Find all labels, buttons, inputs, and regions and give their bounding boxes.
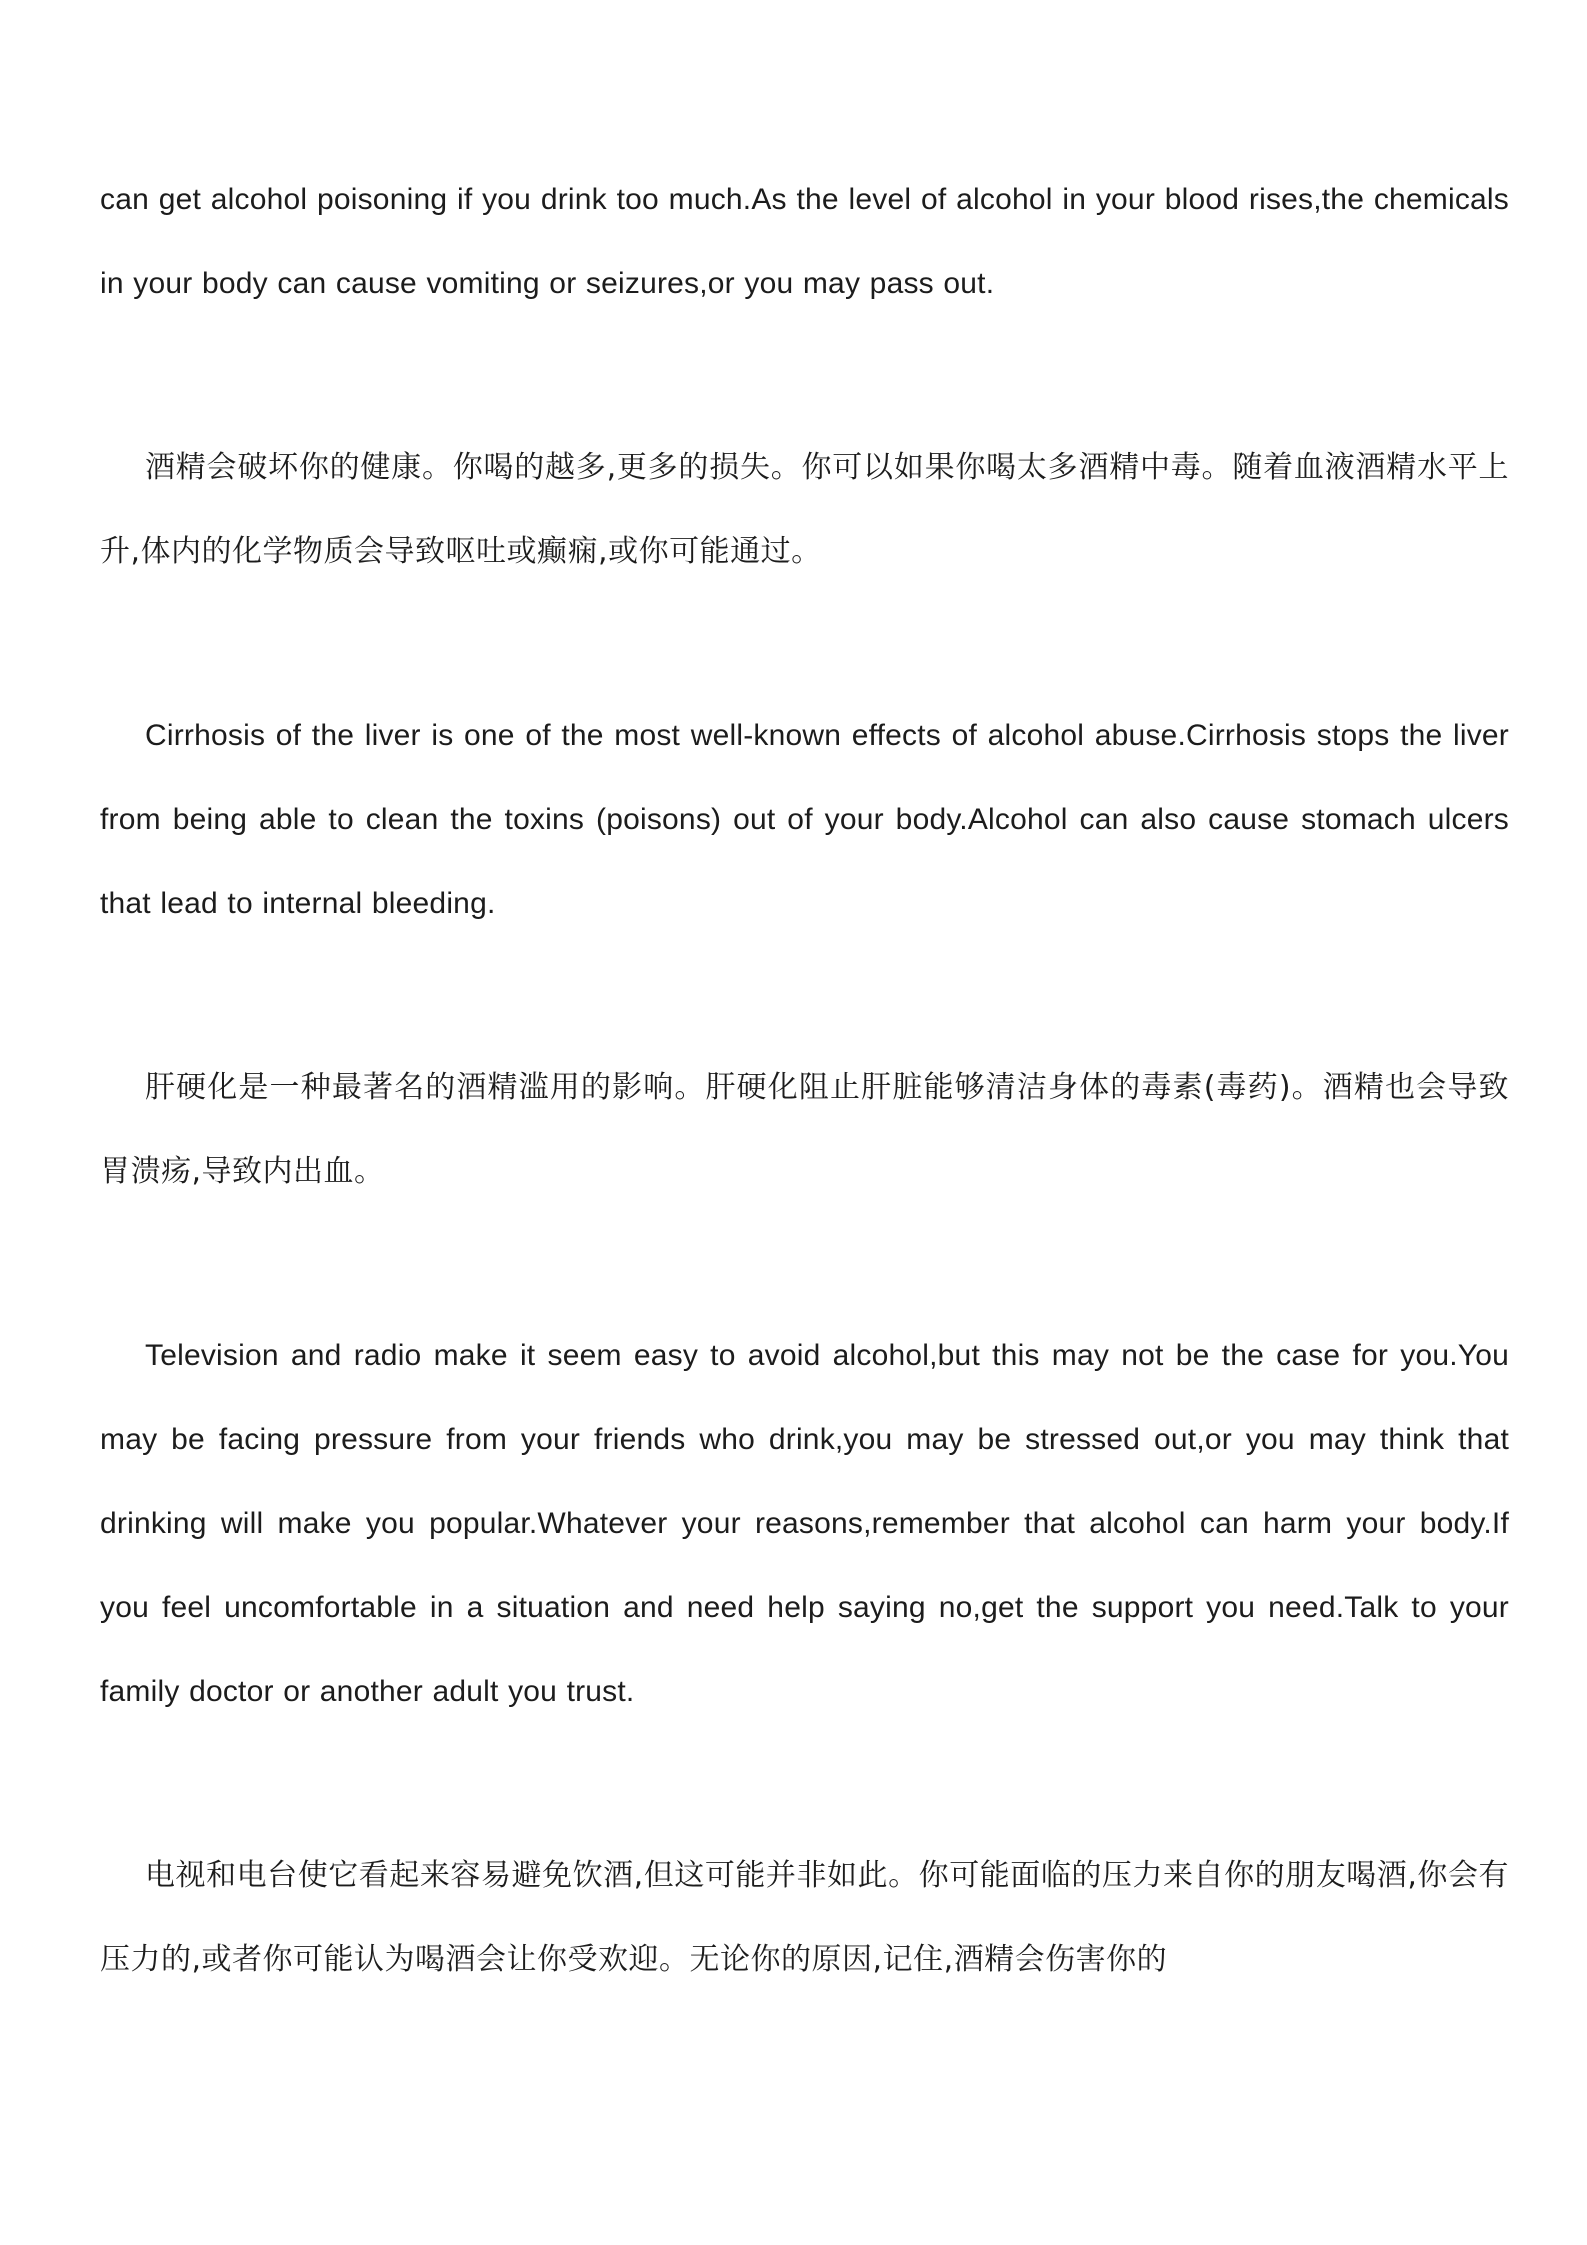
paragraph-english-television: Television and radio make it seem easy to avoid alcohol,but this may not be the case for you.You may be facing pressure from your friends who drink,you may be stressed out,or you may think that drinking will make you popular.Whatever your reasons,remember that alcohol can harm your body.If you feel uncomfortable in a situation and need help saying no,get the support you need.Talk to your family doctor or another adult you trust.	[100, 1339, 1509, 1708]
paragraph-english-cirrhosis: Cirrhosis of the liver is one of the most well-known effects of alcohol abuse.Cirrhosis stops the liver from being able to clean the toxins (poisons) out of your body.Alcohol can also cause stomach ulcers that lead to internal bleeding.	[100, 719, 1509, 920]
paragraph-chinese-translation-2: 肝硬化是一种最著名的酒精滥用的影响。肝硬化阻止肝脏能够清洁身体的毒素(毒药)。酒精也会导致胃溃疡,导致内出血。	[100, 1070, 1509, 1189]
paragraph-english-continuation: can get alcohol poisoning if you drink too much.As the level of alcohol in your blood rises,the chemicals in your body can cause vomiting or seizures,or you may pass out.	[100, 183, 1509, 300]
paragraph-chinese-translation-3: 电视和电台使它看起来容易避免饮酒,但这可能并非如此。你可能面临的压力来自你的朋友喝酒,你会有压力的,或者你可能认为喝酒会让你受欢迎。无论你的原因,记住,酒精会伤害你的	[100, 1858, 1509, 1977]
paragraph-chinese-translation-1: 酒精会破坏你的健康。你喝的越多,更多的损失。你可以如果你喝太多酒精中毒。随着血液酒精水平上升,体内的化学物质会导致呕吐或癫痫,或你可能通过。	[100, 450, 1509, 569]
